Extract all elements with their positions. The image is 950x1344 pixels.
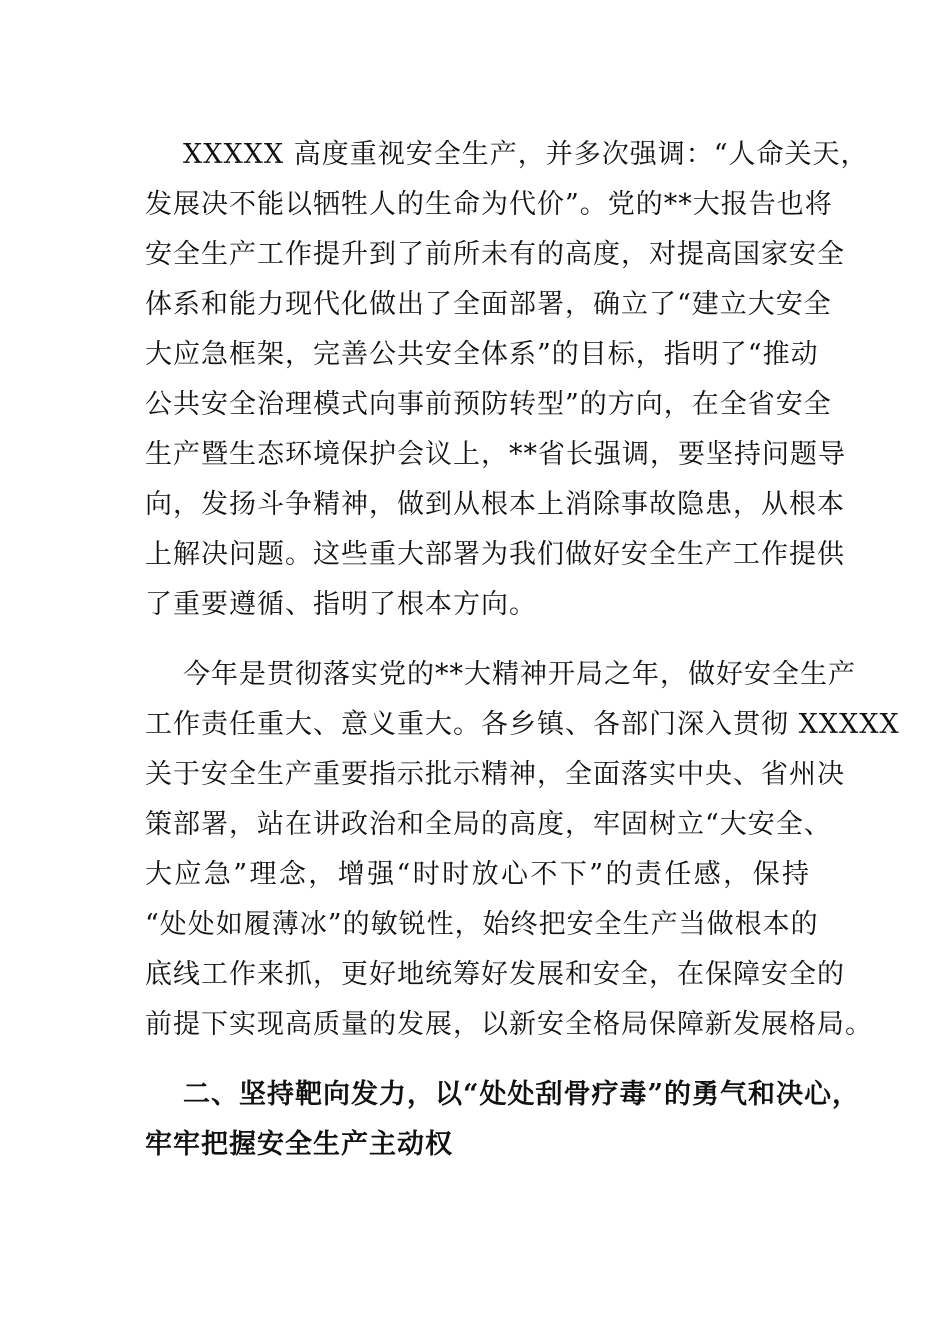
paragraph-line: 公共安全治理模式向事前预防转型”的方向，在全省安全 xyxy=(145,389,832,420)
paragraph-line: 上解决问题。这些重大部署为我们做好安全生产工作提供 xyxy=(145,539,845,570)
paragraph-line: 了重要遵循、指明了根本方向。 xyxy=(145,589,537,620)
paragraph-line: 生产暨生态环境保护会议上，**省长强调，要坚持问题导 xyxy=(145,439,846,470)
paragraph-line: “处处如履薄冰”的敏锐性，始终把安全生产当做根本的 xyxy=(145,909,819,940)
paragraph-line: 大应急”理念，增强“时时放心不下”的责任感，保持 xyxy=(145,859,810,890)
heading-line: 牢牢把握安全生产主动权 xyxy=(145,1129,453,1160)
paragraph-line: 底线工作来抓，更好地统筹好发展和安全，在保障安全的 xyxy=(145,959,845,990)
paragraph-line: 大应急框架，完善公共安全体系”的目标，指明了“推动 xyxy=(145,339,819,370)
heading-line: 二、坚持靶向发力，以“处处刮骨疗毒”的勇气和决心， xyxy=(183,1079,861,1110)
paragraph-line: 发展决不能以牺牲人的生命为代价”。党的**大报告也将 xyxy=(145,189,833,220)
paragraph-2 xyxy=(145,650,900,1050)
paragraph-1 xyxy=(145,130,869,630)
paragraph-line: 工作责任重大、意义重大。各乡镇、各部门深入贯彻 XXXXX xyxy=(145,709,900,740)
paragraph-line: 向，发扬斗争精神，做到从根本上消除事故隐患，从根本 xyxy=(145,489,845,520)
paragraph-line: 关于安全生产重要指示批示精神，全面落实中央、省州决 xyxy=(145,759,845,790)
paragraph-line: XXXXX 高度重视安全生产，并多次强调：“人命关天， xyxy=(183,139,869,170)
section-heading xyxy=(145,1070,861,1170)
paragraph-line: 今年是贯彻落实党的**大精神开局之年，做好安全生产 xyxy=(183,659,856,690)
document-body xyxy=(145,130,900,1170)
paragraph-line: 前提下实现高质量的发展，以新安全格局保障新发展格局。 xyxy=(145,1009,873,1040)
paragraph-line: 安全生产工作提升到了前所未有的高度，对提高国家安全 xyxy=(145,239,845,270)
paragraph-line: 策部署，站在讲政治和全局的高度，牢固树立“大安全、 xyxy=(145,809,832,840)
paragraph-line: 体系和能力现代化做出了全面部署，确立了“建立大安全 xyxy=(145,289,832,320)
